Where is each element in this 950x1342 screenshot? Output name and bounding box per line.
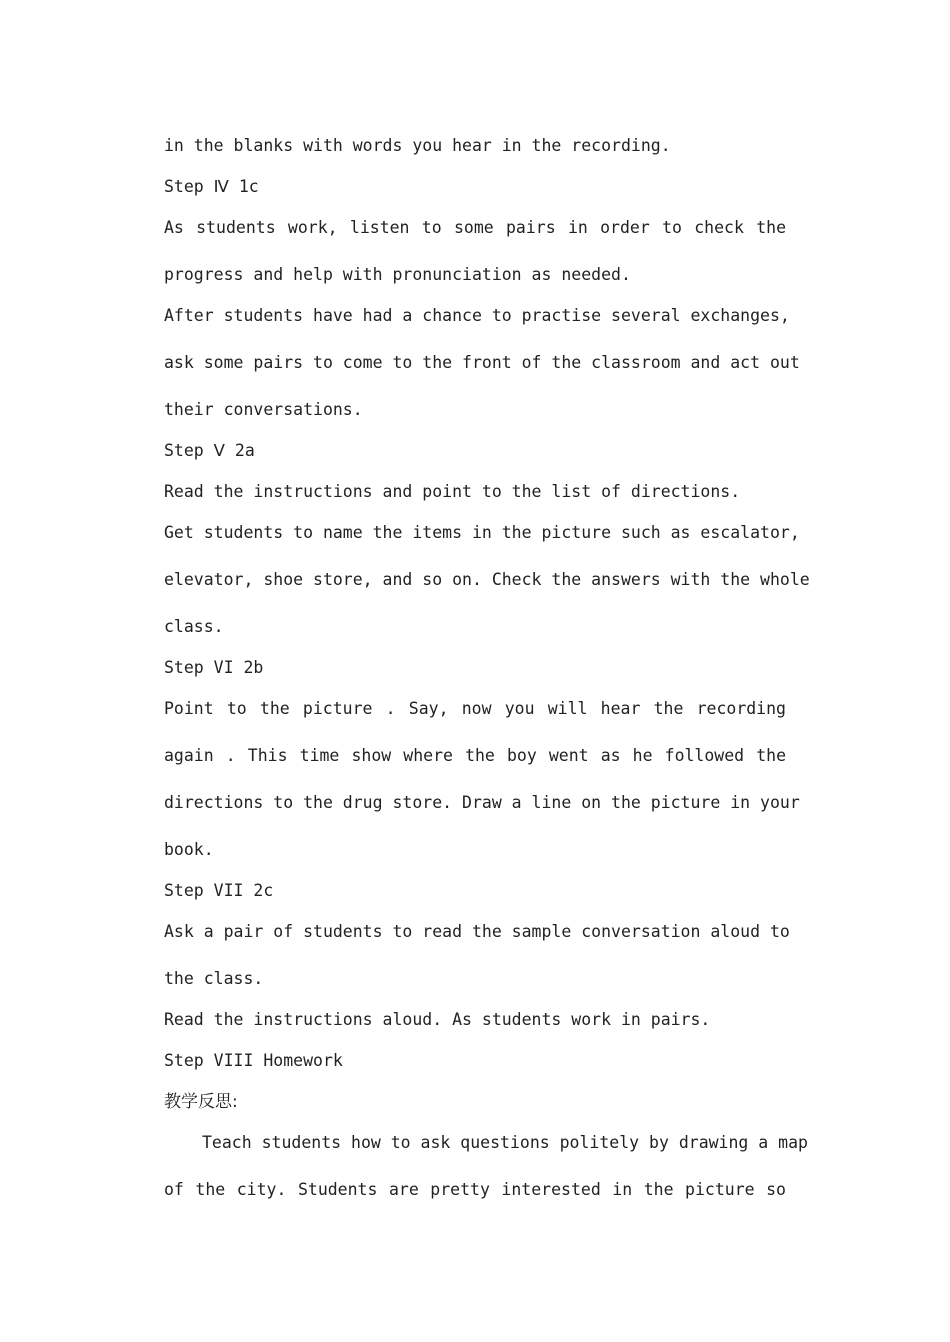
text-line: their conversations.: [164, 400, 363, 419]
text-line: ask some pairs to come to the front of the classroom and act out: [164, 353, 800, 372]
step-heading: Step Ⅳ 1c: [164, 177, 259, 196]
reflection-heading: 教学反思:: [164, 1092, 238, 1112]
text-line: directions to the drug store. Draw a line on the picture in your: [164, 793, 800, 812]
step-heading: Step VI 2b: [164, 658, 264, 677]
text-line: Ask a pair of students to read the sample conversation aloud to: [164, 922, 790, 941]
text-line: elevator, shoe store, and so on. Check the answers with the whole: [164, 570, 810, 589]
text-line: again . This time show where the boy went as he followed the: [164, 746, 786, 765]
text-line: in the blanks with words you hear in the recording.: [164, 136, 671, 155]
text-line: Teach students how to ask questions politely by drawing a map: [202, 1133, 808, 1152]
step-heading: Step Ⅴ 2a: [164, 441, 255, 460]
text-line: Get students to name the items in the picture such as escalator,: [164, 523, 800, 542]
text-line: Point to the picture . Say, now you will hear the recording: [164, 699, 786, 718]
step-heading: Step VII 2c: [164, 881, 274, 900]
text-line: As students work, listen to some pairs in order to check the: [164, 218, 786, 237]
text-line: progress and help with pronunciation as needed.: [164, 265, 631, 284]
text-line: book.: [164, 840, 214, 859]
text-line: Read the instructions aloud. As students work in pairs.: [164, 1010, 711, 1029]
text-line: Read the instructions and point to the list of directions.: [164, 482, 741, 501]
text-line: class.: [164, 617, 224, 636]
text-line: After students have had a chance to practise several exchanges,: [164, 306, 790, 325]
text-line: of the city. Students are pretty interested in the picture so: [164, 1180, 786, 1199]
text-line: the class.: [164, 969, 264, 988]
step-heading: Step VIII Homework: [164, 1051, 343, 1070]
